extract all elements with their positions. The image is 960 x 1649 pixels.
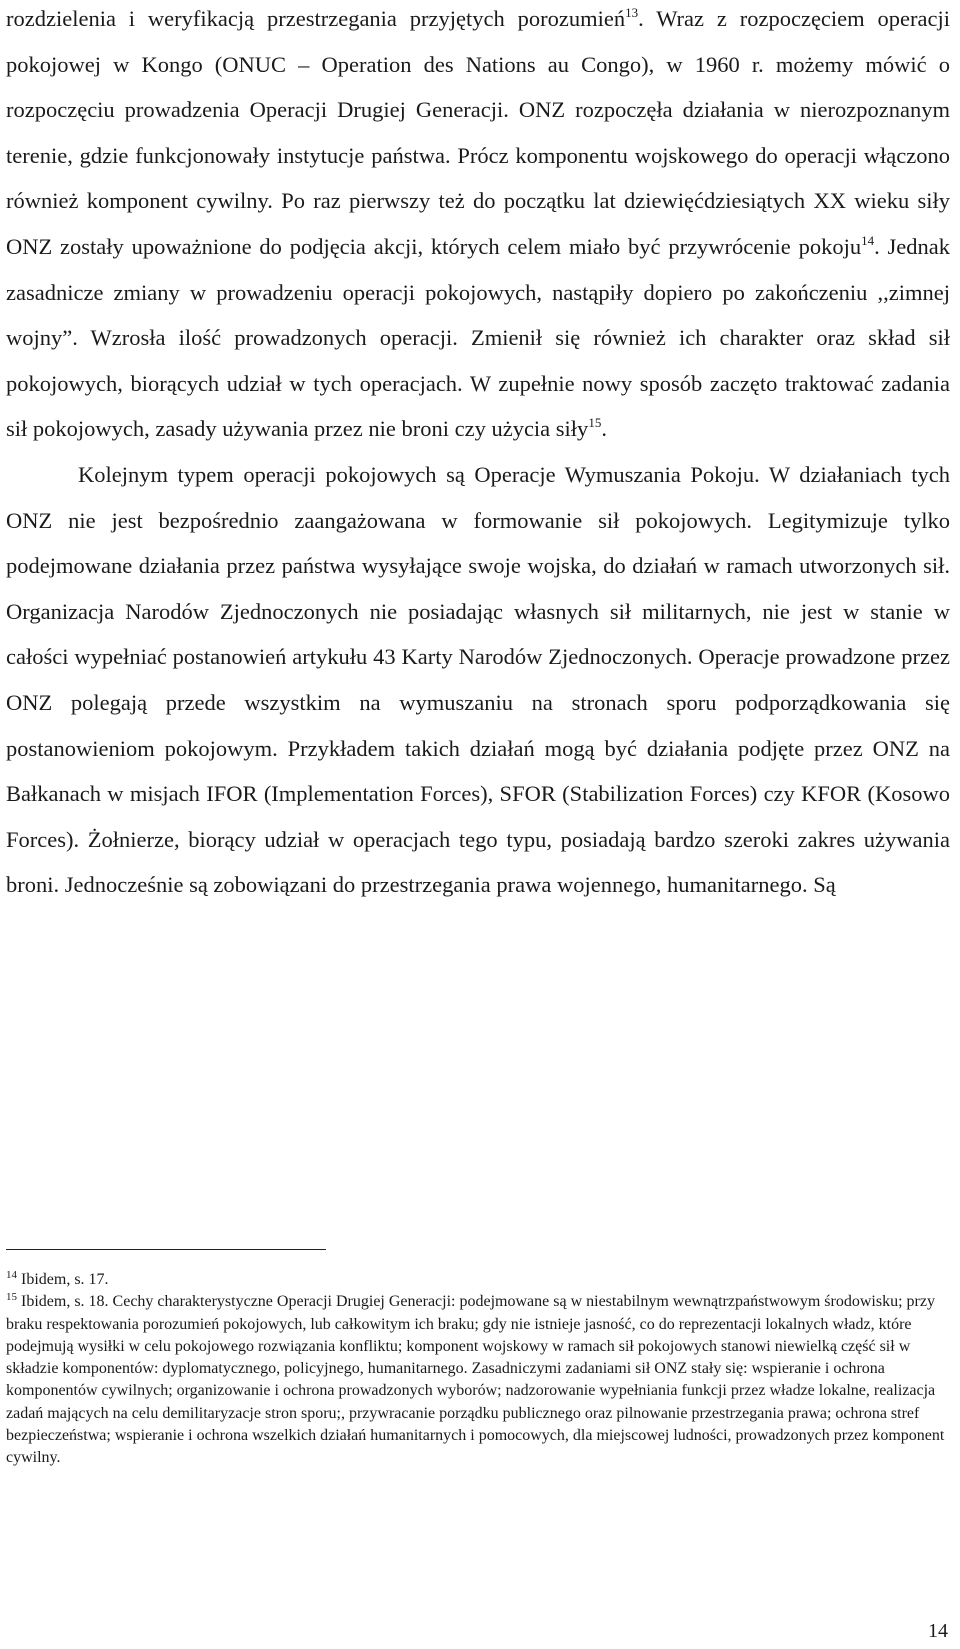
footnote-ref-14: 14 — [861, 232, 875, 248]
footnote-ref-15: 15 — [588, 415, 602, 431]
paragraph-1-part-d: . — [601, 416, 607, 442]
footnote-number: 14 — [6, 1269, 17, 1281]
footnote-14 — [6, 1269, 950, 1291]
paragraph-1 — [6, 0, 950, 452]
footnote-text: Ibidem, s. 17. — [17, 1271, 109, 1288]
paragraph-1-part-a: rozdzielenia i weryfikacją przestrzegania przyjętych porozumień — [6, 6, 626, 31]
page-number: 14 — [928, 1620, 948, 1642]
footnote-text: Ibidem, s. 18. Cechy charakterystyczne Operacji Drugiej Generacji: podejmowane są w niestabilnym wewnątrzpaństwowym środowisku; przy braku respektowania porozumień pokojowych, lub całkowitym ich braku; gdy nie istnieje jasność, co do reprezentacji lokalnych władz, które podejmują wysiłki w celu pokojowego rozwiązania konfliktu; komponent wojskowy w ramach sił pokojowych stanowi niewielką część sił w składzie komponentów: dyplomatycznego, policyjnego, humanitarnego. Zasadniczymi zadaniami sił ONZ stały się: wspieranie i ochrona komponentów cywilnych; organizowanie i ochrona prowadzonych wyborów; nadzorowanie wypełniania funkcji przez władze lokalne, realizacja zadań mających na celu demilitaryzacje stron sporu;, przywracanie porządku publicznego oraz pilnowanie przestrzegania prawa; ochrona stref bezpieczeństwa; wspieranie i ochrona wszelkich działań humanitarnych i pomocowych, dla miejscowej ludności, prowadzonych przez komponent cywilny. — [6, 1293, 945, 1467]
footnote-15 — [6, 1291, 950, 1469]
footnote-ref-13: 13 — [625, 5, 639, 20]
paragraph-1-part-b: . Wraz z rozpoczęciem operacji pokojowej w Kongo (ONUC – Operation des Nations au Congo), w 1960 r. możemy mówić o rozpoczęciu prowadzenia Operacji Drugiej Generacji. ONZ rozpoczęła działania w nierozpoznanym terenie, gdzie funkcjonowały instytucje państwa. Prócz komponentu wojskowego do operacji włączono również komponent cywilny. Po raz pierwszy też do początku lat dziewięćdziesiątych XX wieku siły ONZ zostały upoważnione do podjęcia akcji, których celem miało być przywrócenie pokoju — [6, 6, 950, 259]
paragraph-2: Kolejnym typem operacji pokojowych są Operacje Wymuszania Pokoju. W działaniach tych ONZ nie jest bezpośrednio zaangażowana w formowanie sił pokojowych. Legitymizuje tylko podejmowane działania przez państwa wysyłające swoje wojska, do działań w ramach utworzonych sił. Organizacja Narodów Zjednoczonych nie posiadając własnych sił militarnych, nie jest w stanie w całości wypełniać postanowień artykułu 43 Karty Narodów Zjednoczonych. Operacje prowadzone przez ONZ polegają przede wszystkim na wymuszaniu na stronach sporu podporządkowania się postanowieniom pokojowym. Przykładem takich działań mogą być działania podjęte przez ONZ na Bałkanach w misjach IFOR (Implementation Forces), SFOR (Stabilization Forces) czy KFOR (Kosowo Forces). Żołnierze, biorący udział w operacjach tego typu, posiadają bardzo szeroki zakres używania broni. Jednocześnie są zobowiązani do przestrzegania prawa wojennego, humanitarnego. Są — [6, 461, 950, 898]
paragraph-1-part-c: . Jednak zasadnicze zmiany w prowadzeniu operacji pokojowych, nastąpiły dopiero po zakończeniu ,,zimnej wojny”. Wzrosła ilość prowadzonych operacji. Zmienił się również ich charakter oraz skład sił pokojowych, biorących udział w tych operacjach. W zupełnie nowy sposób zaczęto traktować zadania sił pokojowych, zasady używania przez nie broni czy użycia siły — [6, 233, 950, 442]
main-text — [6, 0, 950, 908]
footnote-separator — [6, 1249, 326, 1250]
footnotes — [6, 1269, 950, 1470]
footnote-number: 15 — [6, 1291, 17, 1304]
